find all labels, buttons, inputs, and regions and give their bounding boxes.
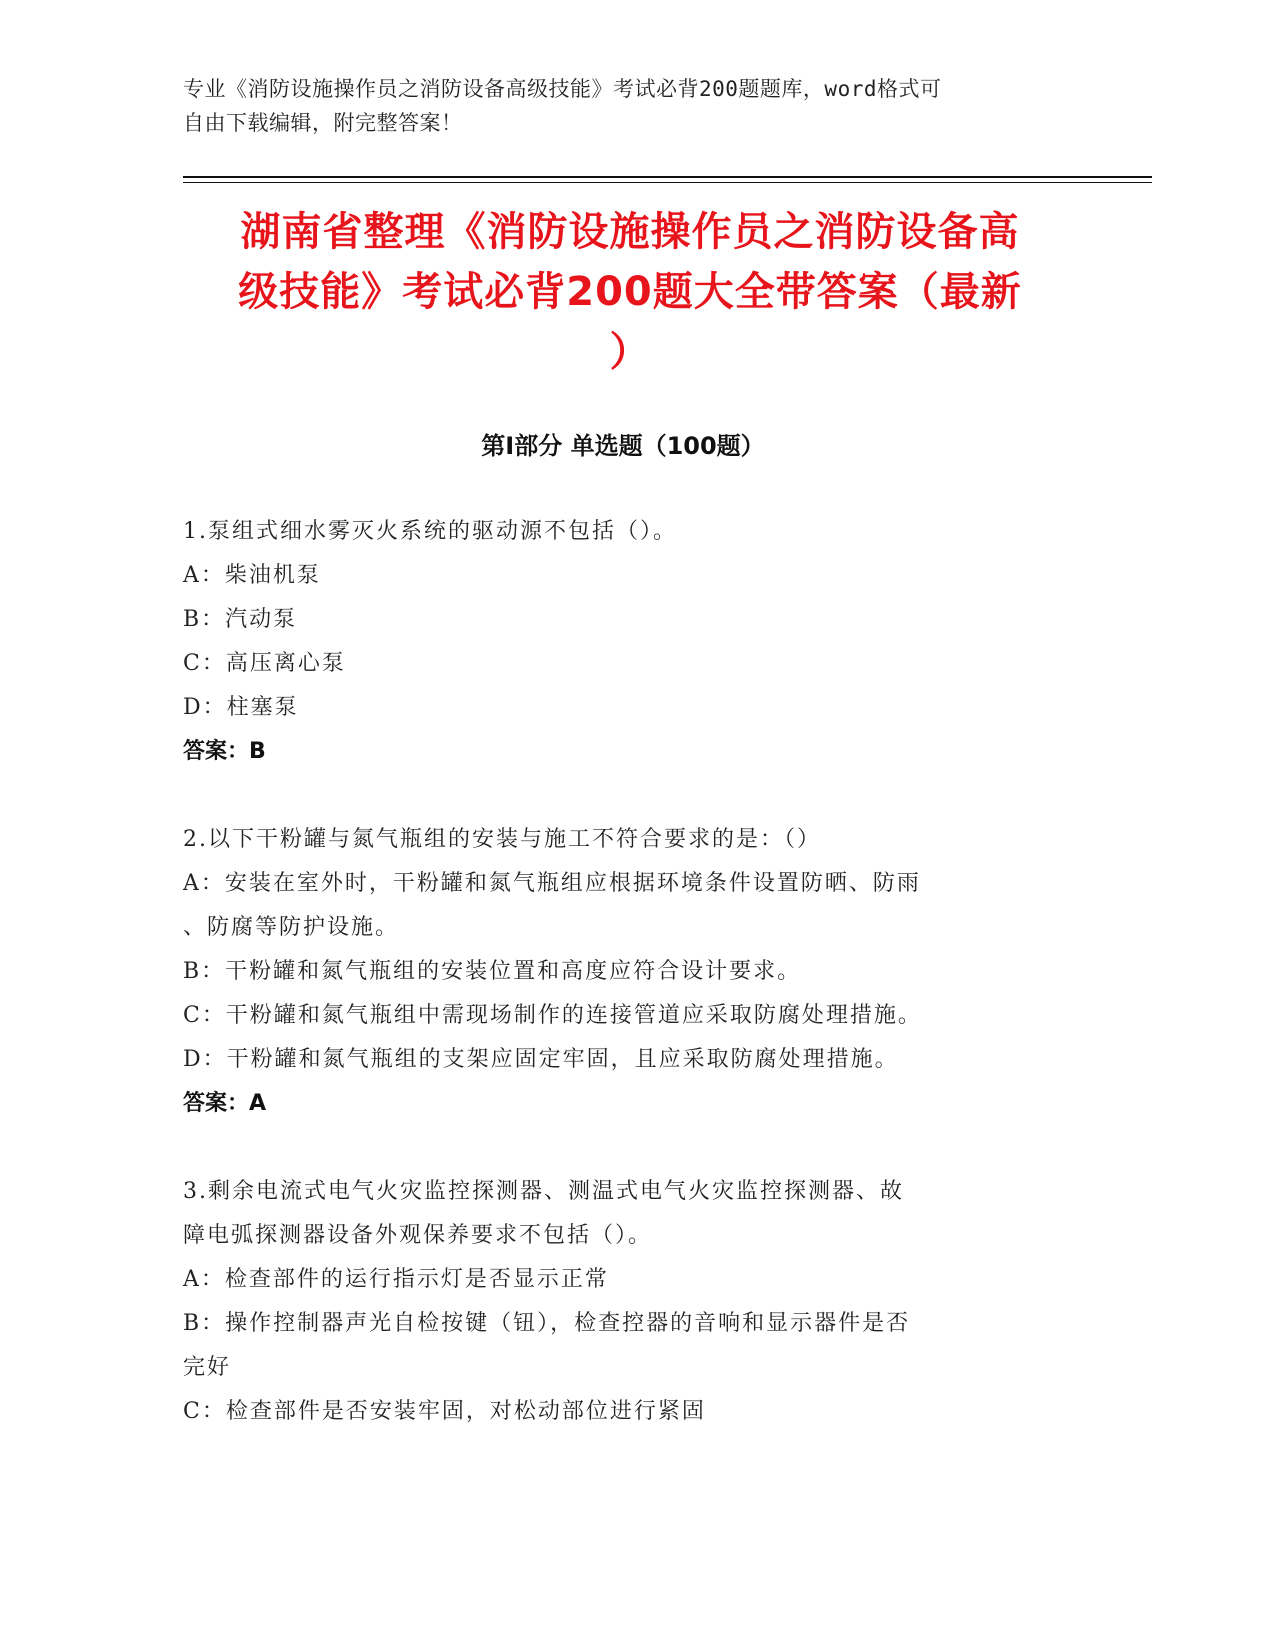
question-item: [183, 1170, 1063, 1434]
question-option: D：柱塞泵: [183, 695, 299, 720]
question-option: B：操作控制器声光自检按键（钮），检查控器的音响和显示器件是否: [183, 1311, 911, 1336]
question-option: B：干粉罐和氮气瓶组的安装位置和高度应符合设计要求。: [183, 959, 802, 984]
document-title: [190, 202, 1070, 382]
question-option: B：汽动泵: [183, 607, 298, 632]
question-stem: 2.以下干粉罐与氮气瓶组的安装与施工不符合要求的是：（）: [183, 827, 821, 852]
question-stem: 障电弧探测器设备外观保养要求不包括（）。: [183, 1223, 653, 1248]
header-divider-thick: [183, 176, 1152, 178]
question-option: 完好: [183, 1355, 232, 1380]
question-list: [183, 510, 1063, 1478]
header-note: [183, 72, 1063, 140]
question-option: A：柴油机泵: [183, 563, 321, 588]
question-option: C：高压离心泵: [183, 651, 346, 676]
question-option: 、防腐等防护设施。: [183, 915, 400, 940]
header-note-line: 专业《消防设施操作员之消防设备高级技能》考试必背200题题库，word格式可: [183, 77, 942, 101]
header-divider-thin: [183, 182, 1152, 183]
question-item: [183, 510, 1063, 774]
question-item: [183, 818, 1063, 1126]
header-note-line: 自由下载编辑，附完整答案！: [183, 111, 463, 135]
question-option: C：干粉罐和氮气瓶组中需现场制作的连接管道应采取防腐处理措施。: [183, 1003, 922, 1028]
question-option: C：检查部件是否安装牢固，对松动部位进行紧固: [183, 1399, 706, 1424]
question-option: A：检查部件的运行指示灯是否显示正常: [183, 1267, 609, 1292]
question-answer: 答案：B: [183, 739, 266, 764]
question-option: A：安装在室外时，干粉罐和氮气瓶组应根据环境条件设置防晒、防雨: [183, 871, 921, 896]
title-line: 级技能》考试必背200题大全带答案（最新: [238, 269, 1022, 315]
question-answer: 答案：A: [183, 1091, 267, 1116]
title-line: ）: [609, 329, 651, 375]
question-option: D：干粉罐和氮气瓶组的支架应固定牢固，且应采取防腐处理措施。: [183, 1047, 899, 1072]
title-line: 湖南省整理《消防设施操作员之消防设备高: [240, 209, 1020, 255]
question-stem: 1.泵组式细水雾灭火系统的驱动源不包括（）。: [183, 519, 677, 544]
question-stem: 3.剩余电流式电气火灾监控探测器、测温式电气火灾监控探测器、故: [183, 1179, 904, 1204]
section-heading: 第I部分 单选题（100题）: [481, 432, 765, 460]
